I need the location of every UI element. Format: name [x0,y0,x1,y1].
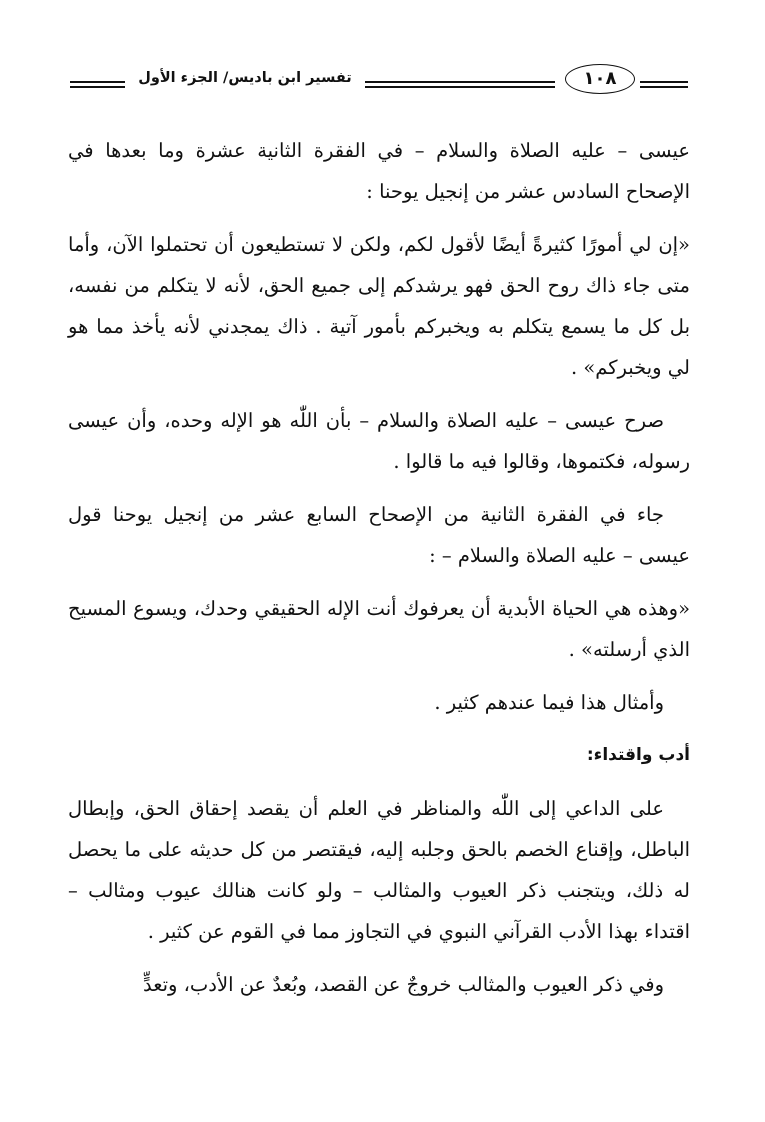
header-rule-middle [365,81,555,88]
header-rule-right [640,81,688,88]
page-body [68,130,690,1017]
quote-paragraph: «وهذه هي الحياة الأبدية أن يعرفوك أنت الإله الحقيقي وحدك، ويسوع المسيح الذي أرسلته» . [68,597,690,661]
paragraph: عيسى – عليه الصلاة والسلام – في الفقرة الثانية عشرة وما بعدها في الإصحاح السادس عشر من إنجيل يوحنا : [68,139,690,203]
paragraph: صرح عيسى – عليه الصلاة والسلام – بأن اللّٰه هو الإله وحده، وأن عيسى رسوله، فكتموها، وقالوا فيه ما قالوا . [68,409,690,473]
running-title: تفسير ابن باديس/ الجزء الأول [138,70,352,86]
page-number: ١٠٨ [565,64,635,94]
paragraph: وفي ذكر العيوب والمثالب خروجٌ عن القصد، وبُعدٌ عن الأدب، وتعدٍّ [142,973,664,996]
header-rule-left [70,81,125,88]
paragraph: وأمثال هذا فيما عندهم كثير . [434,691,664,714]
paragraph: على الداعي إلى اللّٰه والمناظر في العلم أن يقصد إحقاق الحق، وإبطال الباطل، وإقناع الخصم بالحق وجلبه إليه، فيقتصر من كل حديثه على ما يحصل له ذلك، ويتجنب ذكر العيوب والمثالب – ولو كانت هنالك عيوب ومثالب – اقتداء بهذا الأدب القرآني النبوي في التجاوز مما في القوم عن كثير . [68,797,690,943]
paragraph: جاء في الفقرة الثانية من الإصحاح السابع عشر من إنجيل يوحنا قول عيسى – عليه الصلاة والسلام – : [68,503,690,567]
quote-paragraph: «إن لي أمورًا كثيرةً أيضًا لأقول لكم، ولكن لا تستطيعون أن تحتملوا الآن، وأما متى جاء ذاك روح الحق فهو يرشدكم إلى جميع الحق، لأنه لا يتكلم من نفسه، بل كل ما يسمع يتكلم به ويخبركم بأمور آتية . ذاك يمجدني لأنه يأخذ مما هو لي ويخبركم» . [68,233,690,379]
section-heading: أدب واقتداء: [586,745,690,765]
running-header [0,58,765,98]
